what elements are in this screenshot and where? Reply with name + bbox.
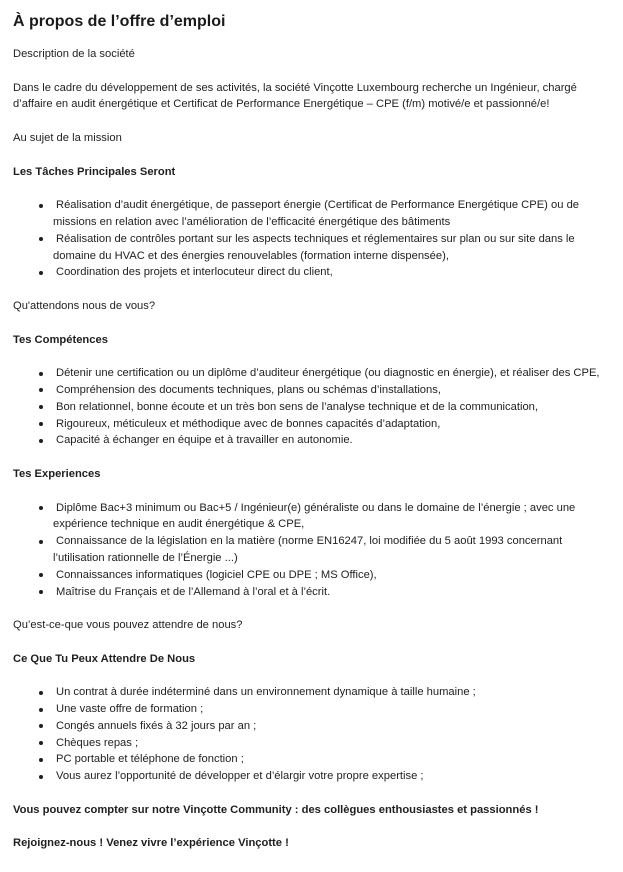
list-item: Un contrat à durée indéterminé dans un environnement dynamique à taille humaine ; <box>53 684 610 701</box>
list-item: Une vaste offre de formation ; <box>53 701 610 718</box>
offers-list <box>13 684 610 785</box>
list-item: Réalisation d’audit énergétique, de passeport énergie (Certificat de Performance Energétique CPE) ou de missions en relation avec l’amélioration de l’efficacité énergétique des bâtiments <box>53 197 610 231</box>
list-item: Rigoureux, méticuleux et méthodique avec de bonnes capacités d’adaptation, <box>53 416 610 433</box>
tasks-list <box>13 197 610 281</box>
tasks-heading: Les Tâches Principales Seront <box>13 165 176 178</box>
list-item: Connaissances informatiques (logiciel CPE ou DPE ; MS Office), <box>53 567 610 584</box>
page-title: À propos de l’offre d’emploi <box>13 13 226 30</box>
list-item: Vous aurez l’opportunité de développer et d’élargir votre propre expertise ; <box>53 768 610 785</box>
list-item: PC portable et téléphone de fonction ; <box>53 751 610 768</box>
skills-heading: Tes Compétences <box>13 333 108 346</box>
list-item: Diplôme Bac+3 minimum ou Bac+5 / Ingénieur(e) généraliste ou dans le domaine de l’énergie ; avec une expérience technique en audit énergétique & CPE, <box>53 500 610 534</box>
skills-list <box>13 365 610 449</box>
experience-list <box>13 500 610 601</box>
community-text: Vous pouvez compter sur notre Vinçotte Community : des collègues enthousiastes et passionnés ! <box>13 803 539 816</box>
company-text: Dans le cadre du développement de ses activités, la société Vinçotte Luxembourg recherche un Ingénieur, chargé d’affaire en audit énergétique et Certificat de Performance Energétique – CPE (f/m) motivé/e et passionné/e! <box>13 81 577 111</box>
offer-heading: Ce Que Tu Peux Attendre De Nous <box>13 652 196 665</box>
join-text: Rejoignez-nous ! Venez vivre l’expérience Vinçotte ! <box>13 837 289 850</box>
list-item: Congés annuels fixés à 32 jours par an ; <box>53 718 610 735</box>
list-item: Chèques repas ; <box>53 735 610 752</box>
list-item: Capacité à échanger en équipe et à travailler en autonomie. <box>53 432 610 449</box>
list-item: Compréhension des documents techniques, plans ou schémas d’installations, <box>53 382 610 399</box>
list-item: Bon relationnel, bonne écoute et un très bon sens de l’analyse technique et de la communication, <box>53 399 610 416</box>
list-item: Connaissance de la législation en la matière (norme EN16247, loi modifiée du 5 août 1993 concernant l’utilisation rationnelle de l’Énergie ...) <box>53 533 610 567</box>
list-item: Réalisation de contrôles portant sur les aspects techniques et réglementaires sur plan ou sur site dans le domaine du HVAC et des énergies renouvelables (formation interne dispensée), <box>53 231 610 265</box>
mission-heading: Au sujet de la mission <box>13 131 122 144</box>
list-item: Détenir une certification ou un diplôme d’auditeur énergétique (ou diagnostic en énergie), et réaliser des CPE, <box>53 365 610 382</box>
list-item: Maîtrise du Français et de l’Allemand à l’oral et à l’écrit. <box>53 584 610 601</box>
expect-heading: Qu'attendons nous de vous? <box>13 299 156 312</box>
list-item: Coordination des projets et interlocuteur direct du client, <box>53 264 610 281</box>
experience-heading: Tes Experiences <box>13 467 101 480</box>
offer-question: Qu’est-ce-que vous pouvez attendre de nous? <box>13 619 243 632</box>
company-heading: Description de la société <box>13 48 135 60</box>
